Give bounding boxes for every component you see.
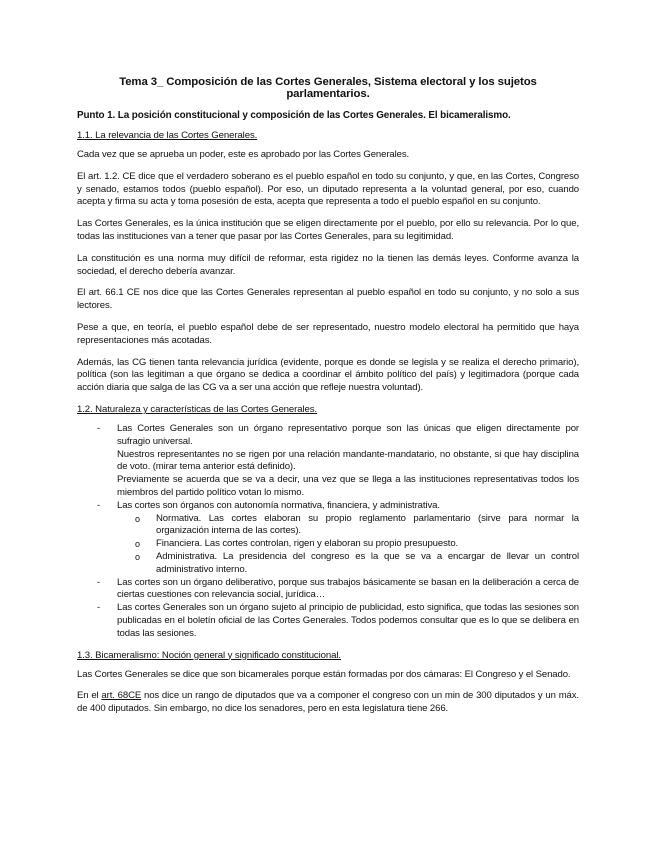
document-title: Tema 3_ Composición de las Cortes Generales, Sistema electoral y los sujetos parlamentarios. [119,76,537,100]
list-item-text: Las Cortes Generales son un órgano representativo porque son las únicas que eligen directamente por sufragio universal. [117,422,579,447]
section-heading-1-1: 1.1. La relevancia de las Cortes Generales. [77,130,258,141]
paragraph: Cada vez que se aprueba un poder, este es aprobado por las Cortes Generales. [77,149,410,160]
list-item [77,602,579,640]
article-reference: art. 68CE [101,690,142,702]
list-item [77,500,579,577]
paragraph: Las Cortes Generales, es la única institución que se eligen directamente por el pueblo, por ello su relevancia. Por lo que, todas las instituciones van a tener que pasar por las Cortes Generales, para su legitimidad. [77,218,579,242]
paragraph: Las Cortes Generales se dice que son bicamerales porque están formadas por dos cámaras: El Congreso y el Senado. [77,668,571,680]
document-page [77,76,579,725]
paragraph-text: nos dice un rango de diputados que va a componer el congreso con un min de 300 diputados y un máx. de 400 diputados. Sin embargo, no dice los senadores, pero en esta legislatura tiene 266. [77,690,579,715]
dash-bullet-icon: - [97,422,101,434]
circle-bullet-icon: o [135,539,140,550]
section-heading-1-2: 1.2. Naturaleza y características de las Cortes Generales. [77,403,318,415]
list-item-text: Las cortes son un órgano deliberativo, porque sus trabajos básicamente se basan en la deliberación a cerca de ciertas cuestiones con relevancia social, jurídica… [117,576,579,601]
section-heading-1-3: 1.3. Bicameralismo: Noción general y significado constitucional. [77,649,341,661]
paragraph: El art. 1.2. CE dice que el verdadero soberano es el pueblo español en todo su conjunto, y que, en las Cortes, Congreso y senado, estamos todos (pueblo español). Por eso, un diputado representa a la voluntad general, por eso, cuando acepta y firma su acta y toma posesión de esta, acepta que representa a todo el pueblo español en su conjunto. [77,170,579,208]
point-heading: Punto 1. La posición constitucional y composición de las Cortes Generales. El bicameralismo. [77,110,511,121]
circle-bullet-icon: o [135,551,140,562]
list-item [77,577,579,603]
paragraph: Pese a que, en teoría, el pueblo español debe de ser representado, nuestro modelo electoral ha permitido que haya representaciones más acotadas. [77,321,579,346]
dash-bullet-icon: - [97,499,101,511]
paragraph: El art. 66.1 CE nos dice que las Cortes Generales representan al pueblo español en todo su conjunto, y no solo a sus lectores. [77,287,579,312]
list-item [77,423,579,500]
list-item-text: Las cortes Generales son un órgano sujeto al principio de publicidad, esto significa, que todas las sesiones son publicadas en el boletín oficial de las Cortes Generales. Todos podemos consultar que es lo que se delibera en todas las sesiones. [117,602,579,639]
circle-bullet-icon: o [135,513,140,524]
sublist-item-text: Normativa. Las cortes elaboran su propio reglamento parlamentario (sirve para normar la organización interna de las cortes). [156,512,579,537]
paragraph: La constitución es una norma muy difícil de reformar, esta rigidez no la tienen las demás leyes. Conforme avanza la sociedad, el derecho debería avanzar. [77,252,579,277]
autonomy-sublist [117,513,579,577]
sublist-item-text: Financiera. Las cortes controlan, rigen y elaboran su propio presupuesto. [156,538,459,550]
list-item-text: Las cortes son órganos con autonomía normativa, financiera, y administrativa. [117,499,440,511]
characteristics-list [77,423,579,641]
paragraph-text: En el [77,690,102,702]
list-item-text: Nuestros representantes no se rigen por una relación mandante-mandatario, no obstante, si que hay disciplina de voto. (mirar tema anterior está definido). [117,448,579,473]
sublist-item [117,513,579,539]
dash-bullet-icon: - [97,602,101,614]
sublist-item [117,538,579,551]
paragraph [77,690,579,716]
sublist-item [117,551,579,577]
list-item-text: Previamente se acuerda que se va a decir, una vez que se llega a las instituciones representativas todos los miembros del partido político votan lo mismo. [117,474,579,498]
sublist-item-text: Administrativa. La presidencia del congreso es la que se va a encargar de llevar un control administrativo interno. [156,550,579,575]
paragraph: Además, las CG tienen tanta relevancia jurídica (evidente, porque es donde se legisla y se realiza el derecho primario), política (son las legitiman a que órgano se dedica a coordinar el ámbito político del país) y legitimadora (porque cada acción diaria que salga de las CG va a ser una acción que refleje nuestra voluntad). [77,356,579,394]
dash-bullet-icon: - [97,576,101,588]
